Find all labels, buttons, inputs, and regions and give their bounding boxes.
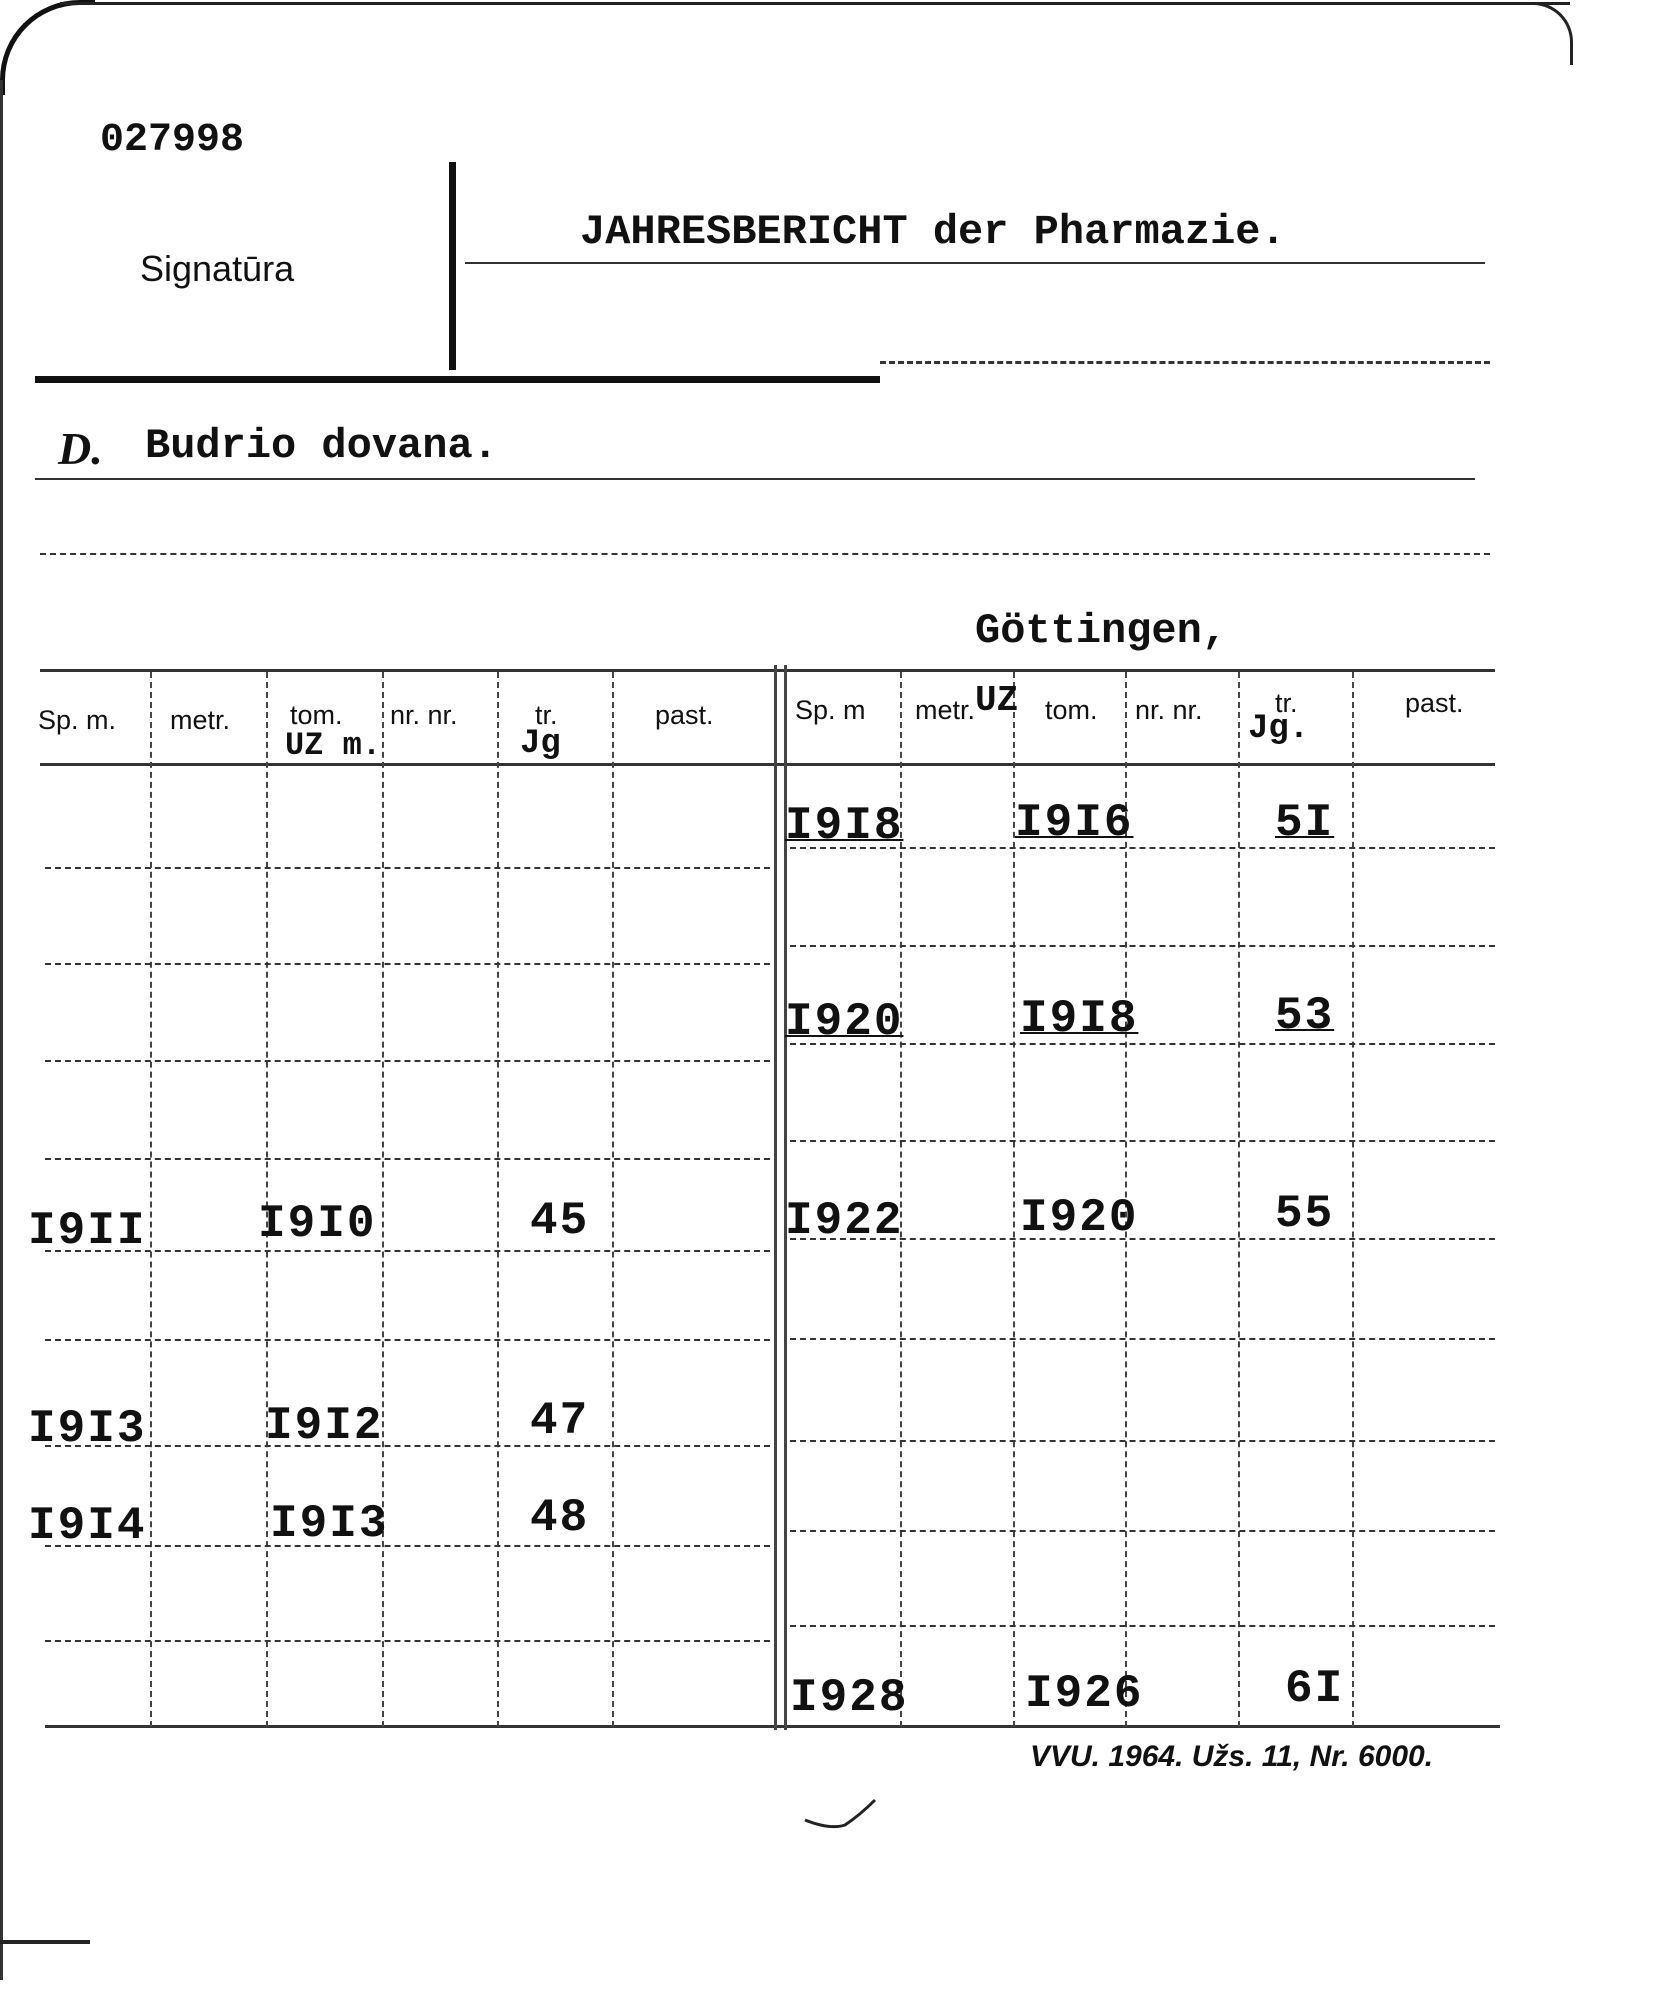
subtitle-prefix: D. [58, 423, 103, 474]
center-divider-left [774, 665, 777, 1730]
left-row-2-year: I9I3 [28, 1403, 147, 1455]
left-header-metr: metr. [170, 705, 231, 735]
right-header-tr: tr. [1275, 688, 1298, 718]
place: Göttingen, [975, 607, 1228, 655]
right-row-2-uz: I9I8 [1020, 993, 1139, 1045]
card-top-right-corner [1530, 2, 1573, 65]
header-thick-rule-tail [880, 361, 1490, 364]
left-col-line-3 [382, 672, 384, 1727]
left-row-rule [45, 1060, 770, 1062]
left-row-rule [45, 1339, 770, 1341]
left-col-line-4 [497, 672, 499, 1727]
right-header-metr: metr. [915, 695, 976, 725]
left-row-rule [45, 867, 770, 869]
right-row-rule [790, 1338, 1495, 1340]
right-row-rule [790, 1530, 1495, 1532]
left-row-3-year: I9I4 [28, 1500, 147, 1552]
title-rule [465, 262, 1485, 264]
left-row-rule [45, 1545, 770, 1547]
left-row-3-jg: 48 [530, 1492, 590, 1544]
right-header-nr-nr: nr. nr. [1135, 695, 1203, 725]
right-row-1-uz: I9I6 [1015, 797, 1134, 849]
left-row-1-uz: I9I0 [258, 1198, 377, 1250]
signatura-label: Signatūra [140, 248, 295, 289]
card-top-edge [60, 2, 1570, 5]
right-row-2-jg: 53 [1275, 990, 1335, 1042]
left-header-past: past. [655, 700, 714, 730]
table-top-rule [40, 669, 1495, 672]
card-number: 027998 [100, 118, 245, 163]
right-row-2-year: I920 [785, 996, 904, 1048]
left-header-sp-m: Sp. m. [38, 705, 117, 735]
pen-mark [800, 1795, 880, 1845]
right-row-rule [790, 1625, 1495, 1627]
right-row-3-uz: I920 [1020, 1192, 1139, 1244]
right-row-3-year: I922 [785, 1195, 904, 1247]
left-row-rule [45, 1445, 770, 1447]
left-row-rule [45, 1158, 770, 1160]
right-header-sp-m: Sp. m [795, 695, 866, 725]
right-row-3-jg: 55 [1275, 1188, 1335, 1240]
right-row-rule [790, 945, 1495, 947]
right-row-4-jg: 6I [1285, 1663, 1345, 1715]
right-header-past: past. [1405, 688, 1464, 718]
left-row-rule [45, 1250, 770, 1252]
right-row-rule [790, 1140, 1495, 1142]
header-divider [449, 162, 456, 370]
right-row-1-year: I9I8 [785, 800, 904, 852]
right-row-4-uz: I926 [1025, 1668, 1144, 1720]
card-left-edge [0, 80, 3, 1980]
blank-rule [40, 553, 1490, 555]
right-header-jg: Jg. [1248, 710, 1310, 748]
left-row-rule [45, 1640, 770, 1642]
right-row-rule [790, 1440, 1495, 1442]
right-col-line-4 [1238, 672, 1240, 1727]
left-header-nr-nr: nr. nr. [390, 700, 458, 730]
left-col-line-5 [612, 672, 614, 1727]
left-row-2-uz: I9I2 [265, 1400, 384, 1452]
left-header-jg: Jg [520, 725, 561, 763]
right-row-1-jg: 5I [1275, 797, 1335, 849]
header-thick-rule [35, 376, 880, 383]
table-bottom-rule [45, 1725, 1500, 1728]
left-header-uz-m: UZ m. [285, 727, 382, 764]
footer-note: VVU. 1964. Užs. 11, Nr. 6000. [1030, 1740, 1434, 1773]
table-header-rule [40, 763, 1495, 766]
left-row-1-year: I9II [28, 1205, 147, 1257]
right-header-uz: UZ [975, 680, 1019, 721]
left-row-3-uz: I9I3 [270, 1498, 389, 1550]
left-row-2-jg: 47 [530, 1395, 590, 1447]
right-row-4-year: I928 [790, 1672, 909, 1724]
subtitle-rule [35, 478, 1475, 480]
bottom-edge-mark [0, 1940, 90, 1944]
card-corner [0, 0, 95, 95]
right-col-line-5 [1352, 672, 1354, 1727]
left-header-tom: tom. [290, 700, 343, 730]
left-header-tr: tr. [535, 700, 558, 730]
left-row-1-jg: 45 [530, 1195, 590, 1247]
right-header-tom: tom. [1045, 695, 1098, 725]
subtitle: Budrio dovana. [145, 422, 498, 470]
left-col-line-1 [150, 672, 152, 1727]
left-row-rule [45, 963, 770, 965]
card-title: JAHRESBERICHT der Pharmazie. [580, 208, 1286, 256]
